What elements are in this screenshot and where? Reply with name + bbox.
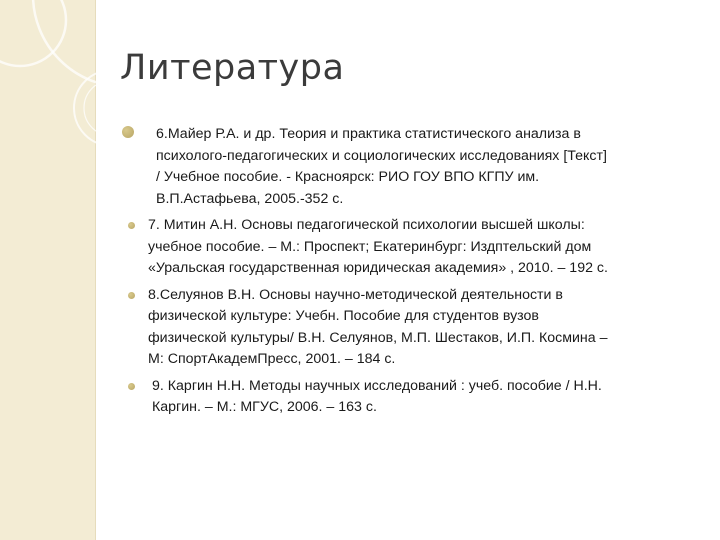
list-item-text: 6.Майер Р.А. и др. Теория и практика статистического анализа в психолого-педагогических и социологических исследованиях [Текст] / Учебное пособие. - Красноярск: РИО ГОУ ВПО КГПУ им. В.П.Астафьева, 2005.-352 с.: [156, 126, 607, 207]
list-item: [128, 215, 703, 280]
list-item-text: 8.Селуянов В.Н. Основы научно-методической деятельности в физической культуре: Учебн. Пособие для студентов вузов физической культуры/ В.Н. Селуянов, М.П. Шестаков, И.П. Космина – М: СпортАкадемПресс, 2001. – 184 с.: [148, 286, 608, 367]
list-item: [128, 124, 703, 210]
list-item-text: 7. Митин А.Н. Основы педагогической психологии высшей школы: учебное пособие. – М.: Проспект; Екатеринбург: Издптельский дом «Уральская государственная юридическая академия» , 2010. – 192 с.: [148, 217, 608, 276]
list-item-text: 9. Каргин Н.Н. Методы научных исследований : учеб. пособие / Н.Н. Каргин. – М.: МГУС, 2006. – 163 с.: [152, 377, 602, 415]
bullet-icon: [128, 292, 135, 299]
bullet-icon: [128, 222, 135, 229]
bullet-icon: [128, 383, 135, 390]
list-item: [128, 285, 703, 371]
list-item: [128, 376, 703, 419]
slide-title: Литература: [120, 48, 345, 88]
bibliography-list: [128, 124, 703, 424]
bullet-icon: [122, 126, 134, 138]
